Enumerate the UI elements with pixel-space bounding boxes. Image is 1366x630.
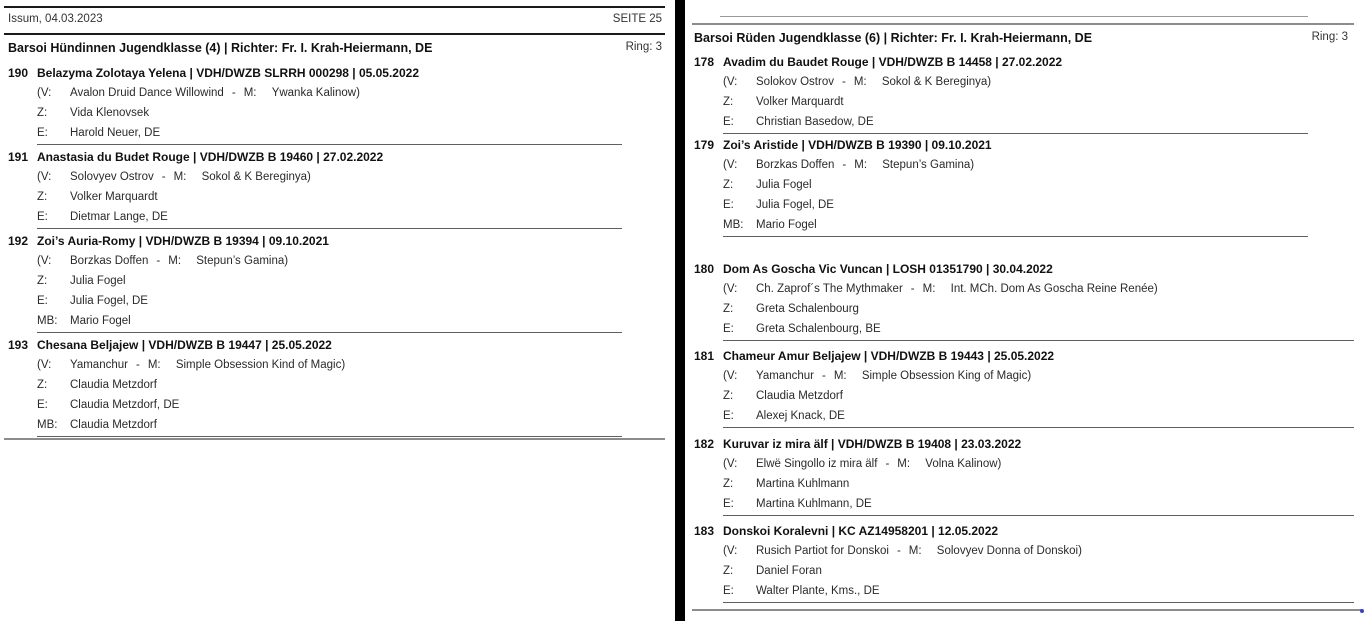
separator: - [910,283,915,295]
breeder-name: Volker Marquardt [756,96,844,108]
owner-label: E: [723,323,734,335]
dam-label: M: [243,87,257,99]
ring-label: Ring: 3 [1311,31,1348,43]
breeder-label: Z: [723,179,734,191]
entry-dog-info: Chameur Amur Beljajew | VDH/DWZB B 19443 | 25.05.2022 [723,349,1055,363]
owner-label: E: [37,127,48,139]
catalog-entry [694,522,1354,603]
owner-name: Julia Fogel, DE [756,199,834,211]
breeder-name: Claudia Metzdorf [70,379,157,391]
sire-name: Borzkas Doffen [70,255,149,267]
entry-dog-info: Donskoi Koralevni | KC AZ14958201 | 12.05.2022 [723,524,999,538]
entry-parents [694,454,1354,474]
owner-name: Christian Basedow, DE [756,116,874,128]
entry-parents [8,355,622,375]
catalog-entry [694,136,1308,237]
entry-owner [694,581,1354,601]
dam-name: Simple Obsession King of Magic) [861,370,1032,382]
owner-label: E: [37,211,48,223]
separator: - [135,359,140,371]
entry-owner [8,123,622,143]
catalog-entry [694,435,1354,516]
dam-label: M: [897,458,911,470]
owner-name: Walter Plante, Kms., DE [756,585,880,597]
owner-name: Claudia Metzdorf, DE [70,399,180,411]
sire-label: (V: [723,370,738,382]
separator: - [161,171,166,183]
entry-breeder [694,299,1354,319]
entry-title [8,232,622,251]
dam-label: M: [833,370,847,382]
sire-name: Rusich Partiot for Donskoi [756,545,889,557]
header-bottom-rule [4,33,665,35]
entry-title [8,64,622,83]
entry-title [694,522,1354,541]
mb-label: MB: [37,315,58,327]
sire-name: Solokov Ostrov [756,76,834,88]
catalog-page-left [0,0,672,630]
cursor-dot [1360,609,1364,613]
catalog-entry [8,148,622,229]
dam-label: M: [147,359,161,371]
mb-name: Claudia Metzdorf [70,419,157,431]
owner-label: E: [723,199,734,211]
catalog-entry [694,53,1308,134]
entry-breeder [694,386,1354,406]
entry-title [694,260,1354,279]
entry-owner [8,395,622,415]
owner-name: Dietmar Lange, DE [70,211,168,223]
entry-dog-info: Anastasia du Budet Rouge | VDH/DWZB B 19460 | 27.02.2022 [37,150,384,164]
entry-breeder [8,103,622,123]
dam-name: Sokol & K Bereginya) [881,76,992,88]
entry-rule [723,133,1308,134]
sire-name: Avalon Druid Dance Willowind [70,87,224,99]
breeder-label: Z: [37,107,48,119]
entry-dog-info: Chesana Beljajew | VDH/DWZB B 19447 | 25.05.2022 [37,338,332,352]
entry-title [694,53,1308,72]
entry-breeder [694,474,1354,494]
entry-number: 190 [8,66,29,80]
separator: - [821,370,826,382]
entry-owner [694,319,1354,339]
owner-name: Alexej Knack, DE [756,410,845,422]
entry-title [694,435,1354,454]
entry-bitch-owner [8,415,622,435]
header-page-number: SEITE 25 [612,13,662,25]
catalog-entry [694,260,1354,341]
dam-label: M: [168,255,182,267]
breeder-name: Martina Kuhlmann [756,478,850,490]
separator: - [842,159,847,171]
owner-label: E: [723,410,734,422]
class-title: Barsoi Hündinnen Jugendklasse (4) | Richter: Fr. I. Krah-Heiermann, DE [8,41,433,55]
owner-label: E: [723,116,734,128]
sire-name: Solovyev Ostrov [70,171,154,183]
entry-breeder [694,561,1354,581]
dam-name: Stepun’s Gamina) [882,159,975,171]
dam-name: Volna Kalinow) [925,458,1002,470]
ring-label: Ring: 3 [625,41,662,53]
entry-dog-info: Avadim du Baudet Rouge | VDH/DWZB B 14458 | 27.02.2022 [723,55,1063,69]
entry-owner [8,291,622,311]
entry-number: 180 [694,262,715,276]
entry-number: 191 [8,150,29,164]
catalog-entry [694,347,1354,428]
entry-owner [694,494,1354,514]
breeder-name: Vida Klenovsek [70,107,150,119]
mb-name: Mario Fogel [70,315,131,327]
dam-name: Ywanka Kalinow) [271,87,360,99]
entry-parents [8,251,622,271]
owner-name: Harold Neuer, DE [70,127,161,139]
entry-parents [694,541,1354,561]
header-top-rule [4,6,665,8]
entry-rule [37,228,622,229]
breeder-label: Z: [723,303,734,315]
owner-label: E: [37,295,48,307]
breeder-label: Z: [37,275,48,287]
dam-name: Int. MCh. Dom As Goscha Reine Renée) [950,283,1158,295]
breeder-name: Greta Schalenbourg [756,303,859,315]
entry-owner [694,112,1308,132]
breeder-name: Volker Marquardt [70,191,158,203]
breeder-label: Z: [723,478,734,490]
entry-bitch-owner [694,215,1308,235]
entry-breeder [694,92,1308,112]
breeder-name: Julia Fogel [756,179,812,191]
entry-number: 178 [694,55,715,69]
catalog-page-right [686,0,1366,630]
entry-rule [723,602,1354,603]
entry-owner [8,207,622,227]
entry-owner [694,195,1308,215]
entry-rule [37,436,622,437]
sire-label: (V: [723,545,738,557]
entry-dog-info: Zoi’s Auria-Romy | VDH/DWZB B 19394 | 09.10.2021 [37,234,329,248]
entry-number: 183 [694,524,715,538]
entry-parents [694,72,1308,92]
class-title: Barsoi Rüden Jugendklasse (6) | Richter: Fr. I. Krah-Heiermann, DE [694,31,1093,45]
entry-parents [8,83,622,103]
entry-rule [723,236,1308,237]
entry-bitch-owner [8,311,622,331]
catalog-entry [8,64,622,145]
mb-label: MB: [37,419,58,431]
entry-number: 182 [694,437,715,451]
breeder-label: Z: [37,191,48,203]
entry-dog-info: Zoi’s Aristide | VDH/DWZB B 19390 | 09.10.2021 [723,138,992,152]
owner-label: E: [723,585,734,597]
breeder-name: Claudia Metzdorf [756,390,843,402]
entry-title [8,336,622,355]
entry-rule [37,144,622,145]
entry-title [694,347,1354,366]
entry-number: 192 [8,234,29,248]
breeder-label: Z: [723,565,734,577]
top-rule [720,16,1308,17]
owner-label: E: [37,399,48,411]
breeder-label: Z: [723,96,734,108]
sire-label: (V: [723,76,738,88]
owner-label: E: [723,498,734,510]
entry-dog-info: Dom As Goscha Vic Vuncan | LOSH 01351790 | 30.04.2022 [723,262,1053,276]
dam-name: Stepun’s Gamina) [196,255,289,267]
section-end-rule [692,609,1362,611]
sire-name: Yamanchur [756,370,814,382]
entry-number: 181 [694,349,715,363]
breeder-name: Daniel Foran [756,565,822,577]
sire-name: Elwë Singollo iz mira älf [756,458,878,470]
sire-label: (V: [37,359,52,371]
sire-label: (V: [37,171,52,183]
sire-label: (V: [37,87,52,99]
entry-breeder [694,175,1308,195]
entry-title [8,148,622,167]
sire-name: Ch. Zaprof´s The Mythmaker [756,283,903,295]
breeder-name: Julia Fogel [70,275,126,287]
dam-name: Simple Obsession Kind of Magic) [175,359,346,371]
entry-parents [694,279,1354,299]
dam-name: Solovyev Donna of Donskoi) [936,545,1082,557]
separator: - [885,458,890,470]
sire-name: Borzkas Doffen [756,159,835,171]
entry-rule [37,332,622,333]
sire-label: (V: [37,255,52,267]
breeder-label: Z: [723,390,734,402]
entry-number: 193 [8,338,29,352]
page-divider-bar [675,0,685,621]
entry-breeder [8,375,622,395]
section-end-rule [4,438,665,440]
sire-label: (V: [723,458,738,470]
owner-name: Greta Schalenbourg, BE [756,323,881,335]
sire-name: Yamanchur [70,359,128,371]
catalog-entry [8,336,622,437]
entry-number: 179 [694,138,715,152]
sire-label: (V: [723,283,738,295]
breeder-label: Z: [37,379,48,391]
sire-label: (V: [723,159,738,171]
separator: - [156,255,161,267]
entry-owner [694,406,1354,426]
separator: - [841,76,846,88]
dam-label: M: [854,159,868,171]
mb-label: MB: [723,219,744,231]
entry-title [694,136,1308,155]
entry-breeder [8,187,622,207]
entry-rule [723,340,1354,341]
entry-parents [8,167,622,187]
dam-label: M: [853,76,867,88]
entry-dog-info: Kuruvar iz mira älf | VDH/DWZB B 19408 | 23.03.2022 [723,437,1022,451]
dam-label: M: [173,171,187,183]
owner-name: Julia Fogel, DE [70,295,148,307]
entry-breeder [8,271,622,291]
separator: - [896,545,901,557]
entry-rule [723,427,1354,428]
entry-parents [694,366,1354,386]
separator: - [231,87,236,99]
entry-rule [723,515,1354,516]
owner-name: Martina Kuhlmann, DE [756,498,872,510]
catalog-entry [8,232,622,333]
class-top-rule [692,23,1354,25]
entry-parents [694,155,1308,175]
mb-name: Mario Fogel [756,219,817,231]
dam-name: Sokol & K Bereginya) [201,171,311,183]
dam-label: M: [908,545,922,557]
dam-label: M: [922,283,936,295]
header-location-date: Issum, 04.03.2023 [8,13,103,25]
entry-dog-info: Belazyma Zolotaya Yelena | VDH/DWZB SLRRH 000298 | 05.05.2022 [37,66,419,80]
